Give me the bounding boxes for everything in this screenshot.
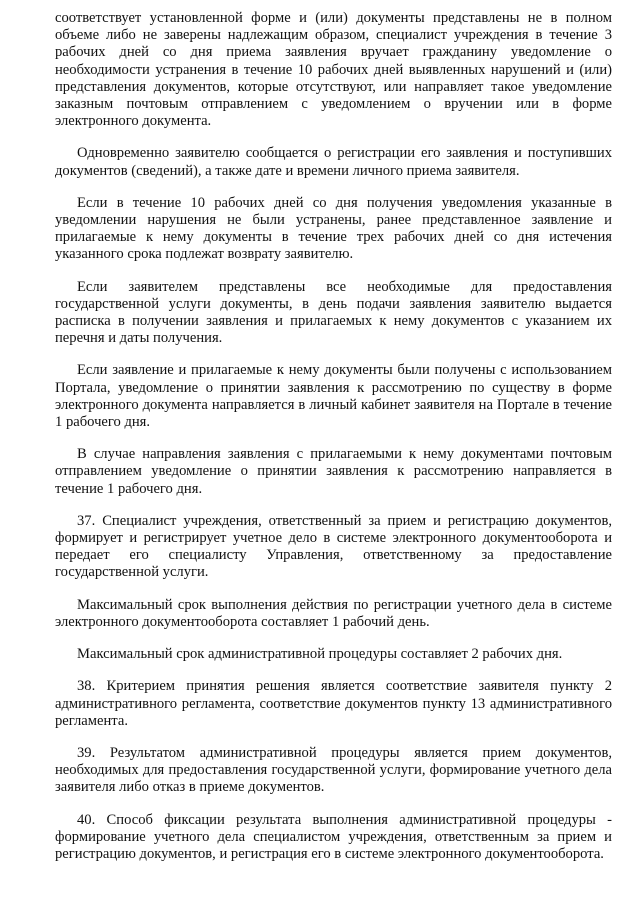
paragraph-portal: Если заявление и прилагаемые к нему документы были получены с использованием Портала, уведомление о принятии заявления к рассмотрению по существу в форме электронного документа направляется в личный кабинет заявителя на Портале в течение 1 рабочего дня. (55, 362, 612, 431)
paragraph-max-registration-time: Максимальный срок выполнения действия по регистрации учетного дела в системе электронного документооборота составляет 1 рабочий день. (55, 596, 612, 630)
paragraph-receipt: Если заявителем представлены все необходимые для предоставления государственной услуги документы, в день подачи заявления заявителю выдается расписка в получении заявления и прилагаемых к нему документов с указанием их перечня и даты получения. (55, 278, 612, 347)
paragraph-item-39: 39. Результатом административной процедуры является прием документов, необходимых для предоставления государственной услуги, формирование учетного дела заявителя либо отказ в приеме документов. (55, 744, 612, 796)
paragraph-max-procedure-time: Максимальный срок административной процедуры составляет 2 рабочих дня. (77, 646, 563, 663)
paragraph-item-37: 37. Специалист учреждения, ответственный за прием и регистрацию документов, формирует и регистрирует учетное дело в системе электронного документооборота и передает его специалисту Управления, ответственному за предоставление государственной услуги. (55, 512, 612, 581)
paragraph-postal: В случае направления заявления с прилагаемыми к нему документами почтовым отправлением уведомление о принятии заявления к рассмотрению направляется в течение 1 рабочего дня. (55, 446, 612, 497)
paragraph-item-38: 38. Критерием принятия решения является соответствие заявителя пункту 2 административного регламента, соответствие документов пункту 13 административного регламента. (55, 678, 612, 729)
document-page (55, 10, 612, 878)
paragraph-continuation: соответствует установленной форме и (или) документы представлены не в полном объеме либо не заверены надлежащим образом, специалист учреждения в течение 3 рабочих дней со дня приема заявления вручает гражданину уведомление о необходимости устранения в течение 10 рабочих дней выявленных нарушений и (или) представления документов, которые отсутствуют, или направляет такое уведомление заказным почтовым отправлением с уведомлением о вручении или в форме электронного документа. (55, 10, 612, 130)
paragraph-return-documents: Если в течение 10 рабочих дней со дня получения уведомления указанные в уведомлении нарушения не были устранены, ранее представленное заявление и прилагаемые к нему документы в течение трех рабочих дней со дня истечения указанного срока подлежат возврату заявителю. (55, 194, 612, 263)
paragraph-item-40: 40. Способ фиксации результата выполнения административной процедуры - формирование учетного дела специалистом учреждения, ответственным за прием и регистрацию документов, и регистрация его в системе электронного документооборота. (55, 811, 612, 862)
paragraph-registration-notice: Одновременно заявителю сообщается о регистрации его заявления и поступивших документов (сведений), а также дате и времени личного приема заявителя. (55, 145, 612, 179)
